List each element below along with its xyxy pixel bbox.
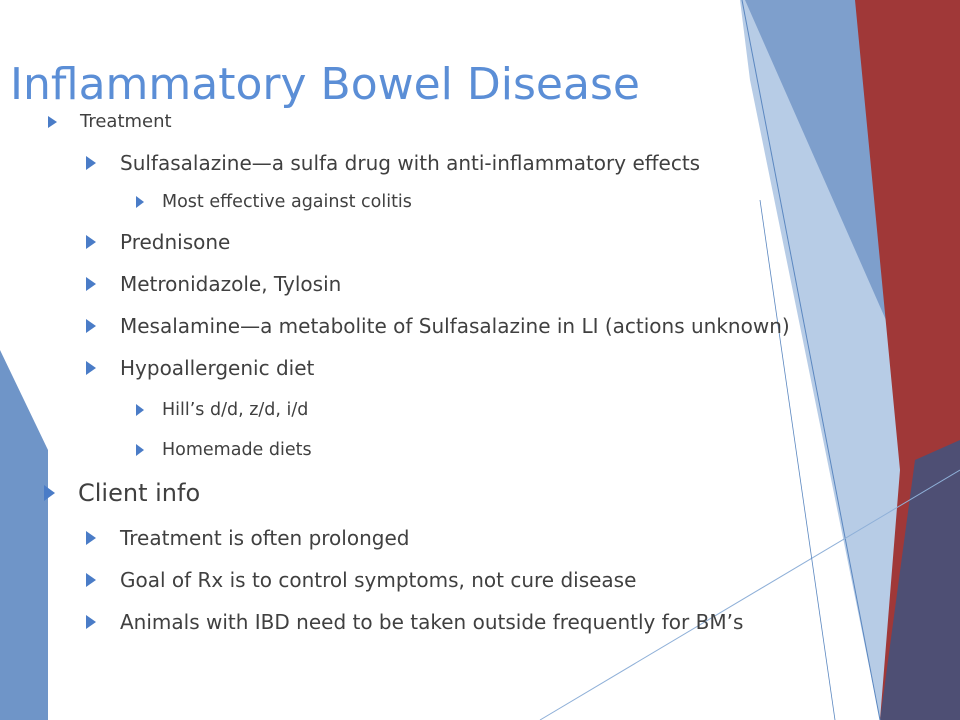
bullet-sulfasalazine xyxy=(86,150,700,176)
bullet-most-effective xyxy=(136,191,412,213)
bullet-animals-ibd xyxy=(86,609,743,635)
bullet-text: Hill’s d/d, z/d, i/d xyxy=(162,400,309,420)
bullet-arrow-icon xyxy=(86,319,96,333)
bullet-text: Treatment is often prolonged xyxy=(120,526,410,550)
bullet-hypoallergenic-diet xyxy=(86,355,314,381)
slide-title: Inflammatory Bowel Disease xyxy=(10,59,640,110)
bullet-text: Homemade diets xyxy=(162,440,312,460)
bullet-treatment-prolonged xyxy=(86,525,409,551)
bullet-text: Hypoallergenic diet xyxy=(120,356,315,380)
bullet-arrow-icon xyxy=(44,485,55,501)
bullet-arrow-icon xyxy=(48,116,57,128)
bullet-arrow-icon xyxy=(86,361,96,375)
bullet-mesalamine xyxy=(86,313,790,339)
bullet-homemade-diets xyxy=(136,439,312,461)
bullet-text: Most effective against colitis xyxy=(162,192,412,212)
bullet-goal-of-rx xyxy=(86,567,636,593)
bullet-text: Animals with IBD need to be taken outside frequently for BM’s xyxy=(120,610,744,634)
bullet-metronidazole xyxy=(86,271,341,297)
bullet-hills-diets xyxy=(136,399,308,421)
bullet-arrow-icon xyxy=(136,196,144,208)
bullet-treatment xyxy=(48,110,172,134)
bullet-arrow-icon xyxy=(136,444,144,456)
bullet-text: Prednisone xyxy=(120,230,231,254)
bullet-arrow-icon xyxy=(86,235,96,249)
bullet-arrow-icon xyxy=(136,404,144,416)
bullet-text: Goal of Rx is to control symptoms, not cure disease xyxy=(120,568,637,592)
bullet-arrow-icon xyxy=(86,573,96,587)
bullet-client-info xyxy=(44,478,200,508)
bullet-arrow-icon xyxy=(86,615,96,629)
bullet-prednisone xyxy=(86,229,230,255)
bullet-text: Mesalamine—a metabolite of Sulfasalazine in LI (actions unknown) xyxy=(120,314,790,338)
bullet-text: Client info xyxy=(78,479,201,507)
bullet-arrow-icon xyxy=(86,277,96,291)
bullet-text: Treatment xyxy=(80,111,172,132)
bullet-arrow-icon xyxy=(86,531,96,545)
bullet-text: Sulfasalazine—a sulfa drug with anti-inflammatory effects xyxy=(120,151,701,175)
bullet-text: Metronidazole, Tylosin xyxy=(120,272,342,296)
bullet-arrow-icon xyxy=(86,156,96,170)
